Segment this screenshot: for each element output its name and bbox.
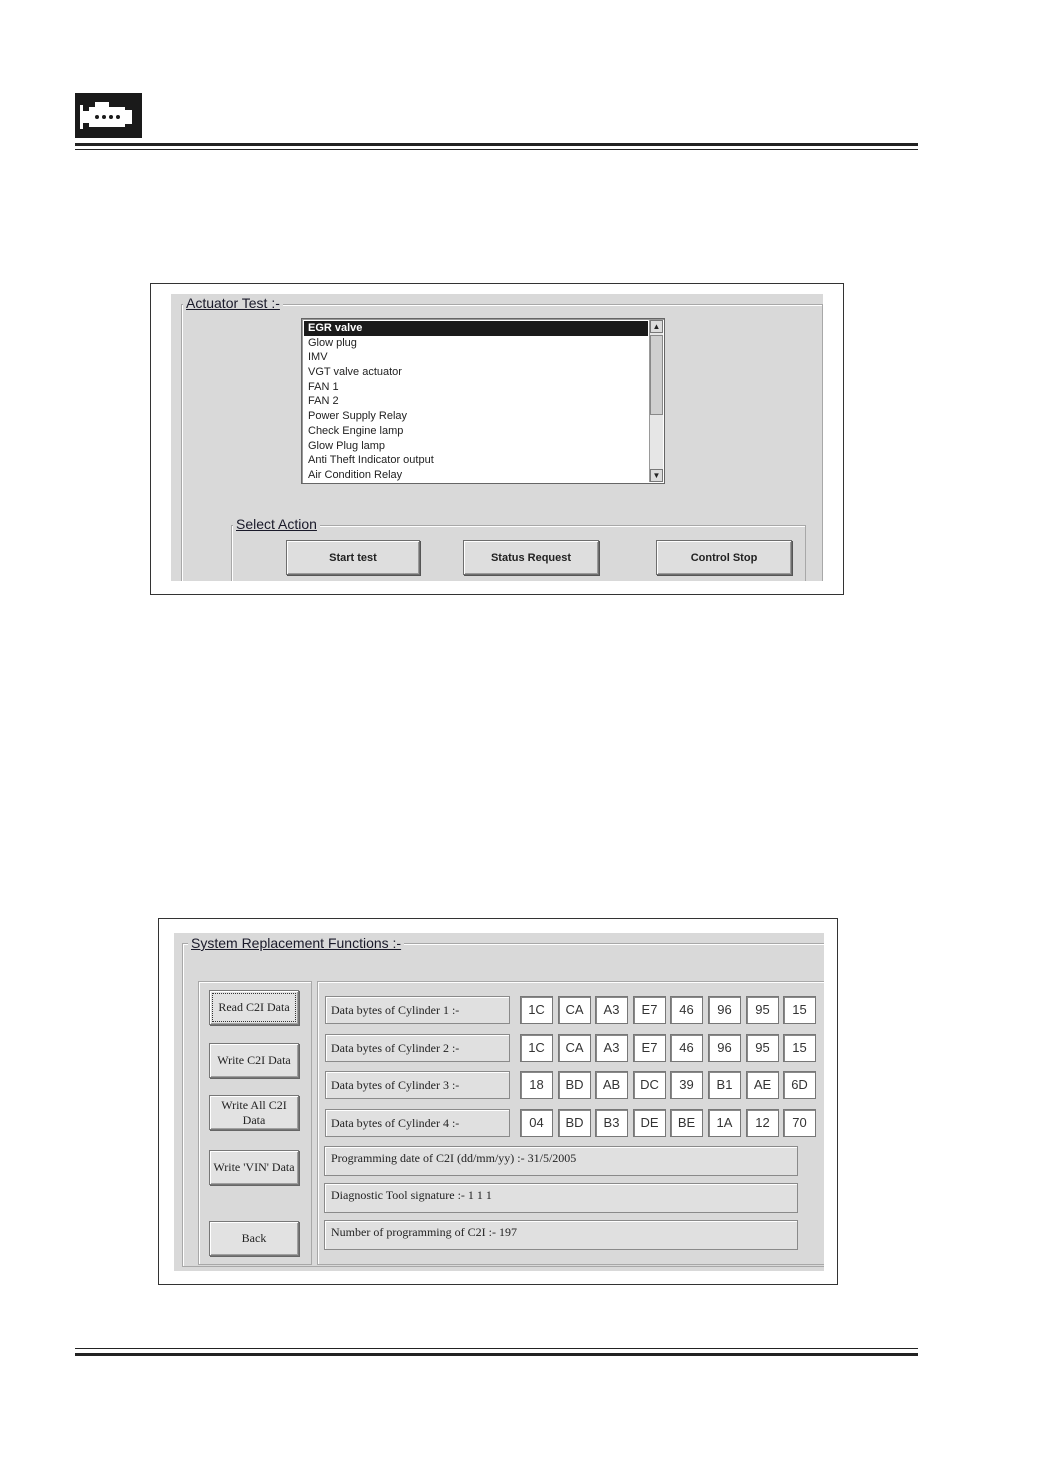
scroll-thumb[interactable] [650,335,663,415]
cylinder-1-byte-8[interactable]: 15 [783,996,816,1024]
actuator-test-title: Actuator Test :- [183,295,283,311]
cylinder-2-byte-4[interactable]: E7 [633,1034,666,1062]
cylinder-4-byte-3[interactable]: B3 [595,1109,628,1137]
actuator-list-item[interactable]: Anti Theft Indicator output [308,454,434,467]
read-c2i-button[interactable]: Read C2I Data [209,990,299,1025]
actuator-list-item[interactable]: Check Engine lamp [308,424,404,437]
cylinder-3-label: Data bytes of Cylinder 3 :- [325,1071,510,1099]
cylinder-2-byte-1[interactable]: 1C [520,1034,553,1062]
actuator-list-item[interactable]: Glow plug [308,336,357,349]
actuator-list-item[interactable]: Power Supply Relay [308,410,408,423]
programming-count-field: Number of programming of C2I :- 197 [324,1220,798,1250]
select-action-title: Select Action [233,516,320,532]
cylinder-1-byte-2[interactable]: CA [558,996,591,1024]
cylinder-2-byte-8[interactable]: 15 [783,1034,816,1062]
control-stop-button[interactable]: Control Stop [656,540,792,575]
actuator-list-item[interactable]: VGT valve actuator [308,366,402,379]
cylinder-1-byte-7[interactable]: 95 [746,996,779,1024]
actuator-test-window [171,294,823,581]
scroll-up-icon[interactable]: ▲ [650,320,663,333]
cylinder-1-byte-3[interactable]: A3 [595,996,628,1024]
cylinder-2-byte-2[interactable]: CA [558,1034,591,1062]
cylinder-2-byte-7[interactable]: 95 [746,1034,779,1062]
cylinder-3-byte-8[interactable]: 6D [783,1071,816,1099]
cylinder-3-byte-7[interactable]: AE [746,1071,779,1099]
cylinder-3-byte-3[interactable]: AB [595,1071,628,1099]
cylinder-4-byte-5[interactable]: BE [670,1109,703,1137]
actuator-list-item[interactable]: EGR valve [304,321,648,336]
cylinder-1-byte-4[interactable]: E7 [633,996,666,1024]
cylinder-4-byte-2[interactable]: BD [558,1109,591,1137]
footer-rule-thin [75,1348,918,1349]
actuator-list-item[interactable]: Air Condition Relay [308,468,403,481]
cylinder-3-byte-2[interactable]: BD [558,1071,591,1099]
write-vin-button[interactable]: Write 'VIN' Data [209,1150,299,1185]
cylinder-4-byte-7[interactable]: 12 [746,1109,779,1137]
cylinder-2-byte-6[interactable]: 96 [708,1034,741,1062]
cylinder-3-byte-1[interactable]: 18 [520,1071,553,1099]
cylinder-1-byte-6[interactable]: 96 [708,996,741,1024]
cylinder-1-byte-5[interactable]: 46 [670,996,703,1024]
header-rule-thin [75,149,918,150]
listbox-scrollbar[interactable] [649,320,663,482]
cylinder-2-byte-5[interactable]: 46 [670,1034,703,1062]
cylinder-1-byte-1[interactable]: 1C [520,996,553,1024]
write-all-c2i-button[interactable]: Write All C2I Data [209,1095,299,1130]
system-replacement-window [174,933,824,1271]
cylinder-4-byte-8[interactable]: 70 [783,1109,816,1137]
scroll-down-icon[interactable]: ▼ [650,469,663,482]
cylinder-4-byte-1[interactable]: 04 [520,1109,553,1137]
system-replacement-title: System Replacement Functions :- [188,935,404,951]
cylinder-3-byte-4[interactable]: DC [633,1071,666,1099]
start-test-button[interactable]: Start test [286,540,420,575]
header-rule [75,143,918,146]
cylinder-3-byte-6[interactable]: B1 [708,1071,741,1099]
actuator-list-item[interactable]: FAN 1 [308,380,339,393]
status-request-button[interactable]: Status Request [463,540,599,575]
actuator-test-screenshot [150,283,844,595]
cylinder-1-label: Data bytes of Cylinder 1 :- [325,996,510,1024]
programming-date-field: Programming date of C2I (dd/mm/yy) :- 31/5/2005 [324,1146,798,1176]
cylinder-4-label: Data bytes of Cylinder 4 :- [325,1109,510,1137]
write-c2i-button[interactable]: Write C2I Data [209,1043,299,1078]
actuator-listbox[interactable] [301,318,665,484]
tool-signature-field: Diagnostic Tool signature :- 1 1 1 [324,1183,798,1213]
system-replacement-screenshot [158,918,838,1285]
actuator-list-item[interactable]: IMV [308,351,328,364]
cylinder-3-byte-5[interactable]: 39 [670,1071,703,1099]
cylinder-4-byte-6[interactable]: 1A [708,1109,741,1137]
actuator-list-item[interactable]: Glow Plug lamp [308,439,386,452]
actuator-list-item[interactable]: FAN 2 [308,395,339,408]
footer-rule [75,1353,918,1356]
engine-icon [75,93,142,138]
cylinder-2-label: Data bytes of Cylinder 2 :- [325,1034,510,1062]
back-button[interactable]: Back [209,1221,299,1256]
cylinder-2-byte-3[interactable]: A3 [595,1034,628,1062]
engine-logo [75,93,142,138]
actuator-list-items [304,321,648,483]
cylinder-4-byte-4[interactable]: DE [633,1109,666,1137]
